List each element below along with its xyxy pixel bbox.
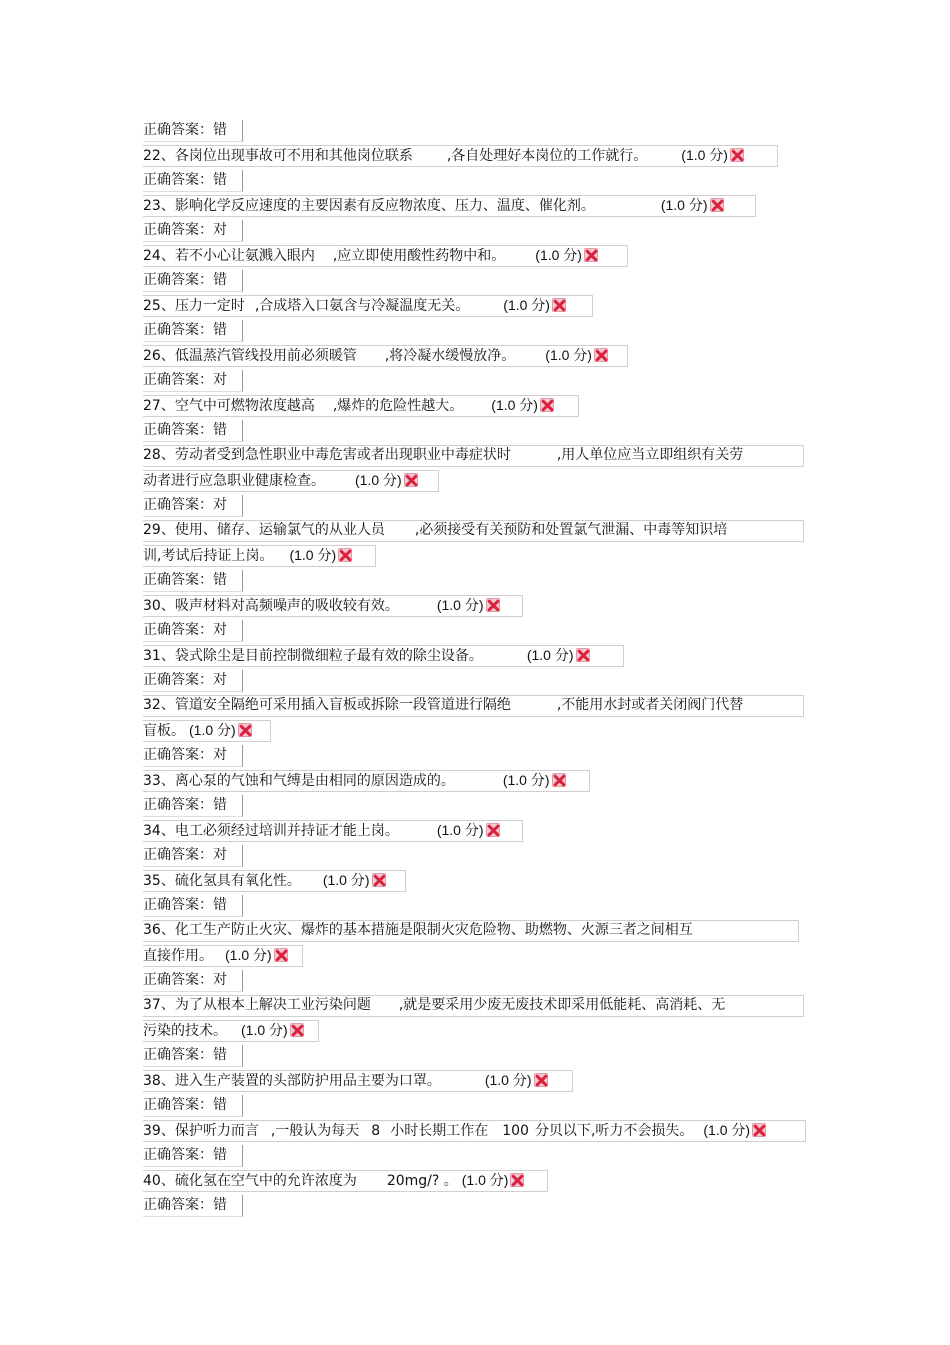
- wrong-mark-icon: [540, 398, 554, 412]
- question-text: 22、各岗位出现事故可不用和其他岗位联系: [143, 148, 413, 164]
- answer-value: 对: [213, 672, 227, 688]
- wrong-mark-icon: [752, 1123, 766, 1137]
- answer-label: 正确答案：: [143, 1047, 213, 1063]
- answer-label: 正确答案：: [143, 572, 213, 588]
- question-text: 31、袋式除尘是目前控制微细粒子最有效的除尘设备。: [143, 648, 483, 664]
- answer-row: [143, 218, 823, 243]
- score: (1.0 分): [545, 347, 592, 363]
- score: (1.0 分): [535, 247, 582, 263]
- wrong-mark-icon: [274, 948, 288, 962]
- answer-row: [143, 968, 823, 993]
- answer-row: [143, 568, 823, 593]
- question-text: 100: [502, 1123, 529, 1139]
- question-28: [143, 443, 823, 493]
- score: (1.0 分): [503, 297, 550, 313]
- answer-row: [143, 418, 823, 443]
- answer-value: 错: [213, 1147, 227, 1163]
- question-text: 直接作用。: [143, 948, 213, 964]
- score: (1.0 分): [491, 397, 538, 413]
- wrong-mark-icon: [486, 823, 500, 837]
- question-text: 35、硫化氢具有氧化性。: [143, 873, 301, 889]
- question-26: [143, 343, 823, 368]
- answer-row: [143, 1143, 823, 1168]
- answer-value: 对: [213, 497, 227, 513]
- score: (1.0 分): [681, 147, 728, 163]
- answer-row: [143, 743, 823, 768]
- answer-row: [143, 668, 823, 693]
- question-text: ,应立即使用酸性药物中和。: [332, 248, 506, 264]
- score: (1.0 分): [225, 947, 272, 963]
- question-text: 25、压力一定时: [143, 298, 245, 314]
- question-text: ,用人单位应当立即组织有关劳: [556, 447, 744, 463]
- question-text: 24、若不小心让氨溅入眼内: [143, 248, 315, 264]
- question-23: [143, 193, 823, 218]
- wrong-mark-icon: [552, 298, 566, 312]
- answer-value: 错: [213, 1097, 227, 1113]
- question-38: [143, 1068, 823, 1093]
- answer-label: 正确答案：: [143, 672, 213, 688]
- wrong-mark-icon: [584, 248, 598, 262]
- question-text: ,必须接受有关预防和处置氯气泄漏、中毒等知识培: [414, 522, 728, 538]
- answer-value: 对: [213, 747, 227, 763]
- answer-value: 错: [213, 172, 227, 188]
- score: (1.0 分): [289, 547, 337, 563]
- question-text: 小时长期工作在: [390, 1123, 489, 1139]
- score: (1.0 分): [436, 597, 484, 613]
- score: (1.0 分): [484, 1072, 532, 1088]
- answer-value: 错: [213, 897, 227, 913]
- answer-value: 对: [213, 622, 227, 638]
- answer-label: 正确答案：: [143, 797, 213, 813]
- score: (1.0 分): [355, 472, 402, 488]
- answer-value: 错: [213, 1047, 227, 1063]
- answer-label: 正确答案：: [143, 422, 213, 438]
- answer-label: 正确答案：: [143, 222, 213, 238]
- answer-label: 正确答案：: [143, 897, 213, 913]
- answer-label: 正确答案：: [143, 972, 213, 988]
- answer-label: 正确答案：: [143, 497, 213, 513]
- question-22: [143, 143, 823, 168]
- answer-value: 错: [213, 272, 227, 288]
- question-34: [143, 818, 823, 843]
- answer-row: [143, 843, 823, 868]
- answer-row: [143, 893, 823, 918]
- answer-value: 对: [213, 972, 227, 988]
- question-24: [143, 243, 823, 268]
- answer-label: 正确答案：: [143, 747, 213, 763]
- question-37: [143, 993, 823, 1043]
- question-text: 36、化工生产防止火灾、爆炸的基本措施是限制火灾危险物、助燃物、火源三者之间相互: [143, 922, 693, 938]
- wrong-mark-icon: [290, 1023, 304, 1037]
- answer-row: [143, 118, 823, 143]
- question-text: 23、影响化学反应速度的主要因素有反应物浓度、压力、温度、催化剂。: [143, 198, 595, 214]
- answer-label: 正确答案：: [143, 1197, 213, 1213]
- answer-row: [143, 268, 823, 293]
- question-text: ,一般认为每天: [270, 1123, 360, 1139]
- wrong-mark-icon: [710, 198, 724, 212]
- exam-answer-sheet: [143, 118, 823, 1218]
- answer-label: 正确答案：: [143, 322, 213, 338]
- answer-row: [143, 618, 823, 643]
- answer-label: 正确答案：: [143, 272, 213, 288]
- question-text: 27、空气中可燃物浓度越高: [143, 398, 315, 414]
- answer-label: 正确答案：: [143, 622, 213, 638]
- wrong-mark-icon: [404, 473, 418, 487]
- score: (1.0 分): [660, 197, 708, 213]
- question-39: [143, 1118, 823, 1143]
- question-text: ,不能用水封或者关闭阀门代替: [556, 697, 744, 713]
- question-text: 8: [371, 1123, 381, 1139]
- answer-label: 正确答案：: [143, 122, 213, 138]
- question-text: 38、进入生产装置的头部防护用品主要为口罩。: [143, 1073, 441, 1089]
- question-text: ,听力不会损失。: [590, 1123, 694, 1139]
- question-27: [143, 393, 823, 418]
- question-30: [143, 593, 823, 618]
- score: (1.0 分): [703, 1122, 751, 1138]
- wrong-mark-icon: [238, 723, 252, 737]
- answer-value: 对: [213, 222, 227, 238]
- question-40: [143, 1168, 823, 1193]
- score: (1.0 分): [436, 822, 484, 838]
- wrong-mark-icon: [372, 873, 386, 887]
- score: (1.0 分): [189, 722, 236, 738]
- question-33: [143, 768, 823, 793]
- score: (1.0 分): [502, 772, 550, 788]
- question-text: 33、离心泵的气蚀和气缚是由相同的原因造成的。: [143, 773, 455, 789]
- question-text: 39、保护听力而言: [143, 1123, 259, 1139]
- question-text: 20mg/? 。: [386, 1173, 458, 1189]
- answer-label: 正确答案：: [143, 172, 213, 188]
- score: (1.0 分): [322, 872, 370, 888]
- answer-value: 错: [213, 422, 227, 438]
- question-36: [143, 918, 823, 968]
- question-text: 34、电工必须经过培训并持证才能上岗。: [143, 823, 399, 839]
- answer-label: 正确答案：: [143, 1097, 213, 1113]
- question-text: 污染的技术。: [143, 1023, 227, 1039]
- answer-row: [143, 168, 823, 193]
- question-29: [143, 518, 823, 568]
- wrong-mark-icon: [510, 1173, 524, 1187]
- wrong-mark-icon: [338, 548, 352, 562]
- answer-value: 错: [213, 1197, 227, 1213]
- question-text: 29、使用、储存、运输氯气的从业人员: [143, 522, 385, 538]
- question-text: 32、管道安全隔绝可采用插入盲板或拆除一段管道进行隔绝: [143, 697, 511, 713]
- question-text: 训,考试后持证上岗。: [143, 548, 274, 564]
- question-text: 26、低温蒸汽管线投用前必须暖管: [143, 348, 357, 364]
- question-31: [143, 643, 823, 668]
- answer-label: 正确答案：: [143, 372, 213, 388]
- question-text: ,将冷凝水缓慢放净。: [384, 348, 516, 364]
- question-text: 分贝以下: [534, 1123, 591, 1139]
- question-25: [143, 293, 823, 318]
- question-text: ,就是要采用少废无废技术即采用低能耗、高消耗、无: [398, 997, 726, 1013]
- answer-label: 正确答案：: [143, 847, 213, 863]
- question-text: 盲板。: [143, 723, 185, 739]
- question-text: 28、劳动者受到急性职业中毒危害或者出现职业中毒症状时: [143, 447, 511, 463]
- wrong-mark-icon: [534, 1073, 548, 1087]
- answer-row: [143, 1043, 823, 1068]
- score: (1.0 分): [461, 1172, 509, 1188]
- question-text: 动者进行应急职业健康检查。: [143, 473, 325, 489]
- answer-value: 错: [213, 322, 227, 338]
- answer-row: [143, 1193, 823, 1218]
- answer-row: [143, 793, 823, 818]
- score: (1.0 分): [241, 1022, 288, 1038]
- answer-value: 对: [213, 372, 227, 388]
- answer-row: [143, 318, 823, 343]
- answer-value: 对: [213, 847, 227, 863]
- answer-row: [143, 493, 823, 518]
- wrong-mark-icon: [730, 148, 744, 162]
- answer-label: 正确答案：: [143, 1147, 213, 1163]
- score: (1.0 分): [526, 647, 574, 663]
- answer-row: [143, 368, 823, 393]
- question-text: 40、硫化氢在空气中的允许浓度为: [143, 1173, 357, 1189]
- answer-value: 错: [213, 122, 227, 138]
- question-text: ,各自处理好本岗位的工作就行。: [446, 148, 648, 164]
- question-text: ,合成塔入口氨含与冷凝温度无关。: [254, 298, 470, 314]
- wrong-mark-icon: [576, 648, 590, 662]
- answer-row: [143, 1093, 823, 1118]
- wrong-mark-icon: [594, 348, 608, 362]
- question-text: ,爆炸的危险性越大。: [332, 398, 464, 414]
- question-text: 30、吸声材料对高频噪声的吸收较有效。: [143, 598, 399, 614]
- answer-value: 错: [213, 572, 227, 588]
- answer-value: 错: [213, 797, 227, 813]
- question-32: [143, 693, 823, 743]
- wrong-mark-icon: [552, 773, 566, 787]
- wrong-mark-icon: [486, 598, 500, 612]
- question-35: [143, 868, 823, 893]
- question-text: 37、为了从根本上解决工业污染问题: [143, 997, 371, 1013]
